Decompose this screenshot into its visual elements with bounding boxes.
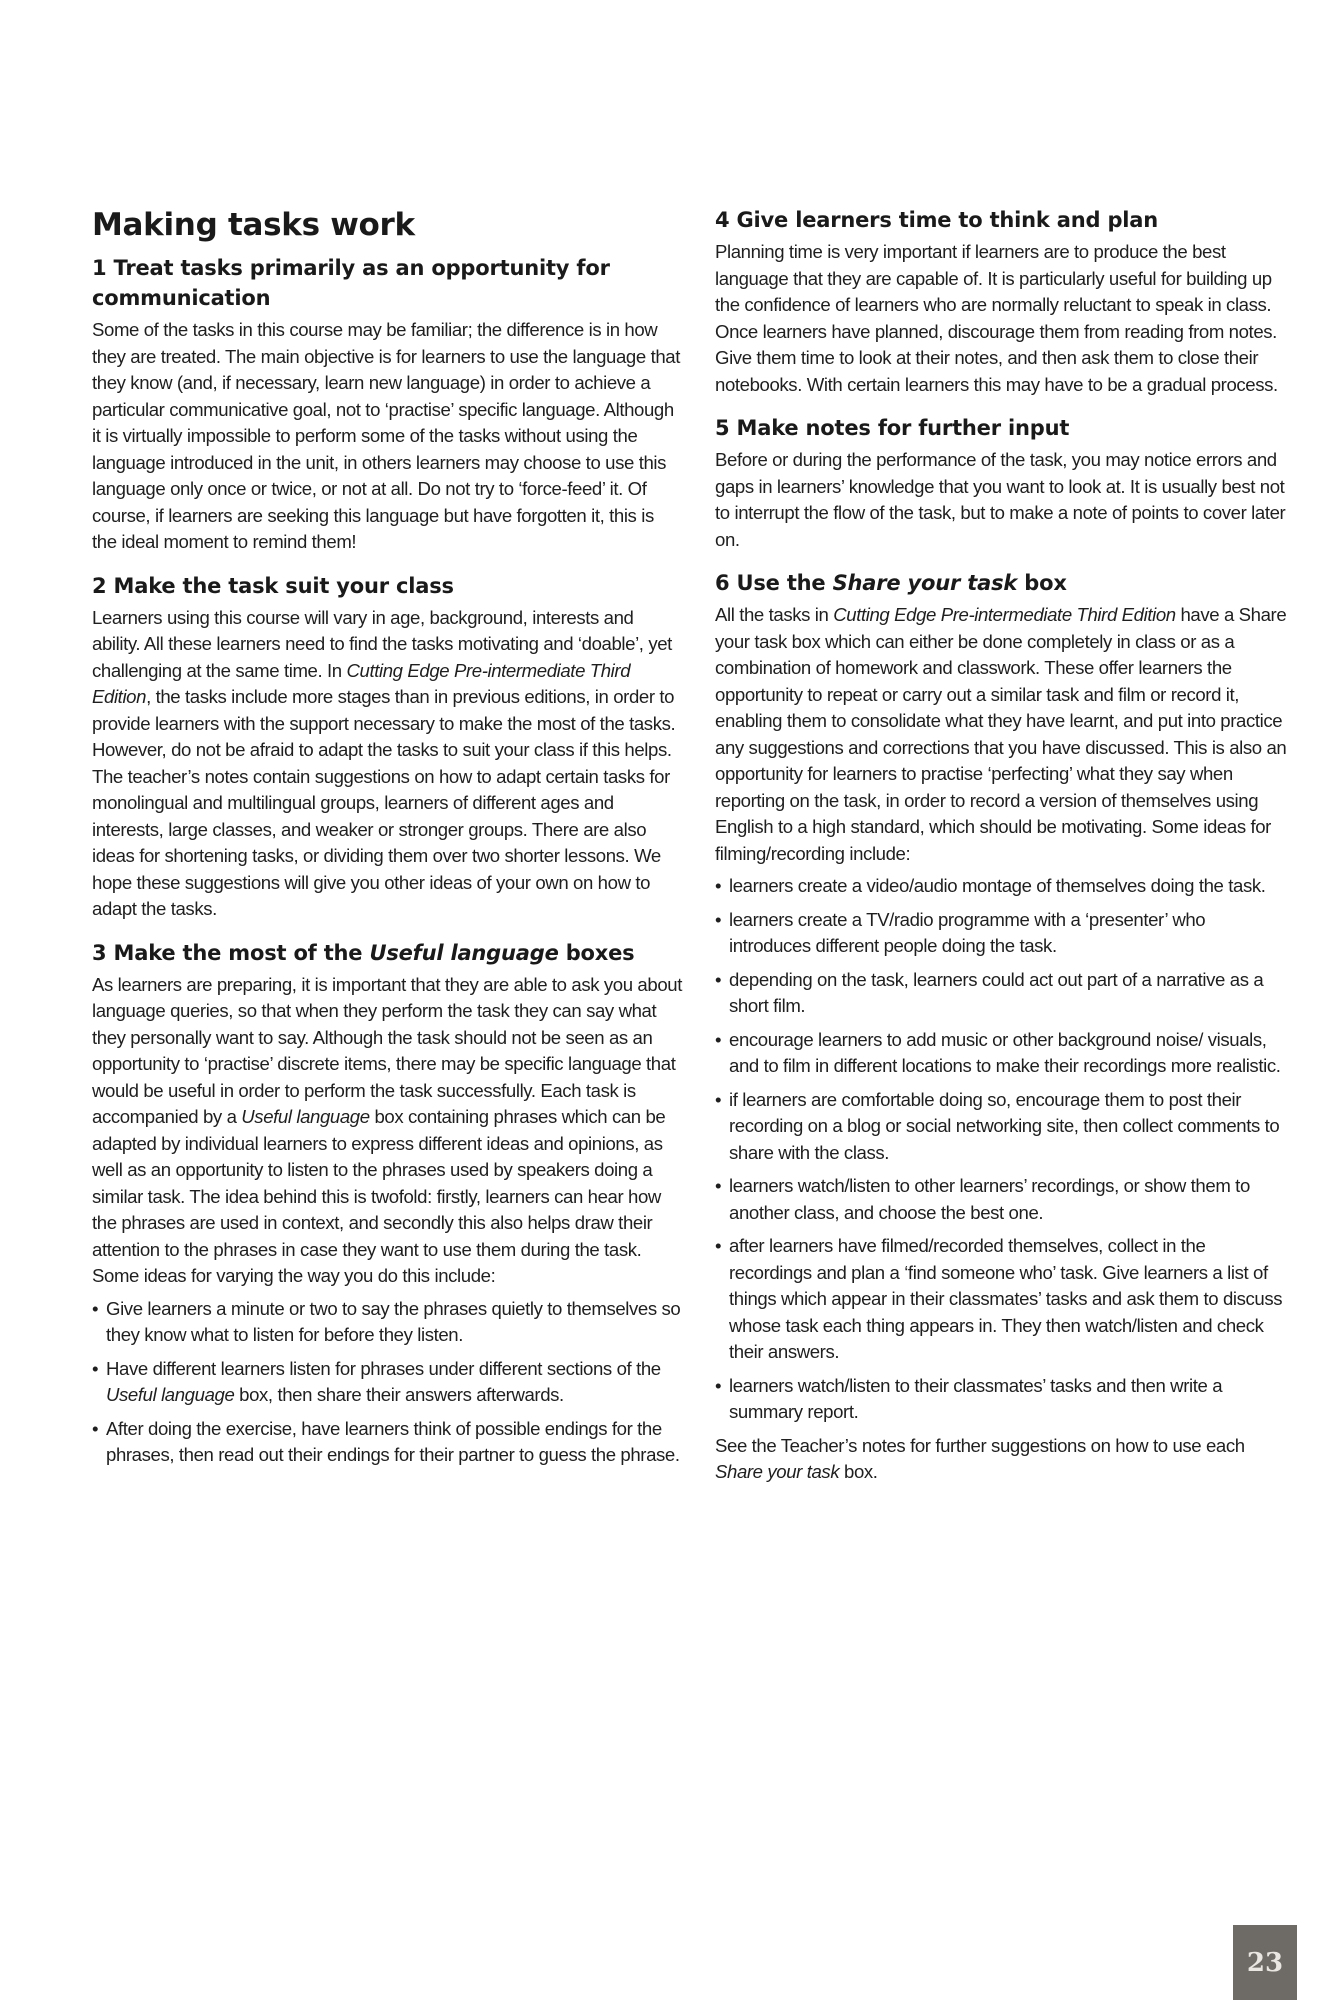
section-4-body: Planning time is very important if learners are to produce the best language that they are capable of. It is particularly useful for building up the confidence of learners who are normally reluctant to speak in class. Once learners have planned, discourage them from reading from notes. Give them time to look at their notes, and then ask them to close their notebooks. With certain learners this may have to be a gradual process. — [715, 241, 1278, 395]
section-4-heading: 4 Give learners time to think and plan — [715, 208, 1159, 232]
left-column — [92, 205, 682, 1484]
right-column — [715, 205, 1290, 1501]
list-item: • Give learners a minute or two to say the phrases quietly to themselves so they know what to listen for before they listen. — [92, 1296, 682, 1349]
page-number: 23 — [1233, 1925, 1297, 2000]
list-item: • After doing the exercise, have learners think of possible endings for the phrases, then read out their endings for their partner to guess the phrase. — [92, 1416, 682, 1469]
section-2 — [92, 571, 682, 923]
list-item: • if learners are comfortable doing so, encourage them to post their recording on a blog or social networking site, then collect comments to share with the class. — [715, 1087, 1290, 1167]
section-6-heading: 6 Use the Share your task box — [715, 571, 1067, 595]
list-item: • learners create a TV/radio programme with a ‘presenter’ who introduces different people doing the task. — [715, 907, 1290, 960]
page-title: Making tasks work — [92, 207, 415, 243]
section-4 — [715, 205, 1290, 398]
section-3 — [92, 938, 682, 1469]
list-item: • after learners have filmed/recorded themselves, collect in the recordings and plan a ‘find someone who’ task. Give learners a list of things which appear in their classmates’ tasks and ask them to discuss whose task each thing appears in. They then watch/listen and check their answers. — [715, 1233, 1290, 1366]
section-3-heading: 3 Make the most of the Useful language boxes — [92, 940, 635, 965]
section-6-list — [715, 873, 1290, 1426]
section-5-body: Before or during the performance of the task, you may notice errors and gaps in learners’ knowledge that you want to look at. It is usually best not to interrupt the flow of the task, but to make a note of points to cover later on. — [715, 449, 1286, 550]
section-6-closing: See the Teacher’s notes for further suggestions on how to use each Share your task box. — [715, 1434, 1245, 1482]
list-item: • encourage learners to add music or other background noise/ visuals, and to film in different locations to make their recordings more realistic. — [715, 1027, 1290, 1080]
section-3-body: As learners are preparing, it is important that they are able to ask you about language queries, so that when they perform the task they can say what they personally want to say. Although the task should not be seen as an opportunity to ‘practise’ discrete items, there may be specific language that would be useful in order to perform the task successfully. Each task is accompanied by a Useful language box containing phrases which can be adapted by individual learners to express different ideas and opinions, as well as an opportunity to listen to the phrases used by speakers doing a similar task. The idea behind this is twofold: firstly, learners can hear how the phrases are used in context, and secondly this also helps draw their attention to the phrases in case they want to use them during the task. Some ideas for varying the way you do this include: — [92, 973, 682, 1286]
section-6-body: All the tasks in Cutting Edge Pre-intermediate Third Edition have a Share your task box which can either be done completely in class or as a combination of homework and classwork. These offer learners the opportunity to repeat or carry out a similar task and film or record it, enabling them to consolidate what they have learnt, and put into practice any suggestions and corrections that you have discussed. This is also an opportunity for learners to practise ‘perfecting’ what they say when reporting on the task, in order to record a version of themselves using English to a high standard, which should be motivating. Some ideas for filming/recording include: — [715, 604, 1287, 864]
list-item: • learners create a video/audio montage of themselves doing the task. — [715, 873, 1290, 900]
section-2-body: Learners using this course will vary in age, background, interests and ability. All these learners need to find the tasks motivating and ‘doable’, yet challenging at the same time. In Cutting Edge Pre-intermediate Third Edition, the tasks include more stages than in previous editions, in order to provide learners with the support necessary to make the most of the tasks. However, do not be afraid to adapt the tasks to suit your class if this helps. The teacher’s notes contain suggestions on how to adapt certain tasks for monolingual and multilingual groups, learners of different ages and interests, large classes, and weaker or stronger groups. There are also ideas for shortening tasks, or dividing them over two shorter lessons. We hope these suggestions will give you other ideas of your own on how to adapt the tasks. — [92, 606, 676, 919]
section-1-heading: 1 Treat tasks primarily as an opportunity for communication — [92, 256, 610, 310]
section-5 — [715, 413, 1290, 553]
list-item: • Have different learners listen for phrases under different sections of the Useful language box, then share their answers afterwards. — [92, 1356, 682, 1409]
section-3-list — [92, 1296, 682, 1469]
section-2-heading: 2 Make the task suit your class — [92, 573, 454, 598]
section-5-heading: 5 Make notes for further input — [715, 416, 1070, 440]
list-item: • learners watch/listen to their classmates’ tasks and then write a summary report. — [715, 1373, 1290, 1426]
section-1-body: Some of the tasks in this course may be familiar; the difference is in how they are treated. The main objective is for learners to use the language that they know (and, if necessary, learn new language) in order to achieve a particular communicative goal, not to ‘practise’ specific language. Although it is virtually impossible to perform some of the tasks without using the language introduced in the unit, in others learners may choose to use this language only once or twice, or not at all. Do not try to ‘force-feed’ it. Of course, if learners are seeking this language but have forgotten it, this is the ideal moment to remind them! — [92, 319, 680, 552]
list-item: • depending on the task, learners could act out part of a narrative as a short film. — [715, 967, 1290, 1020]
section-6 — [715, 568, 1290, 1486]
list-item: • learners watch/listen to other learners’ recordings, or show them to another class, and choose the best one. — [715, 1173, 1290, 1226]
section-1 — [92, 253, 682, 556]
